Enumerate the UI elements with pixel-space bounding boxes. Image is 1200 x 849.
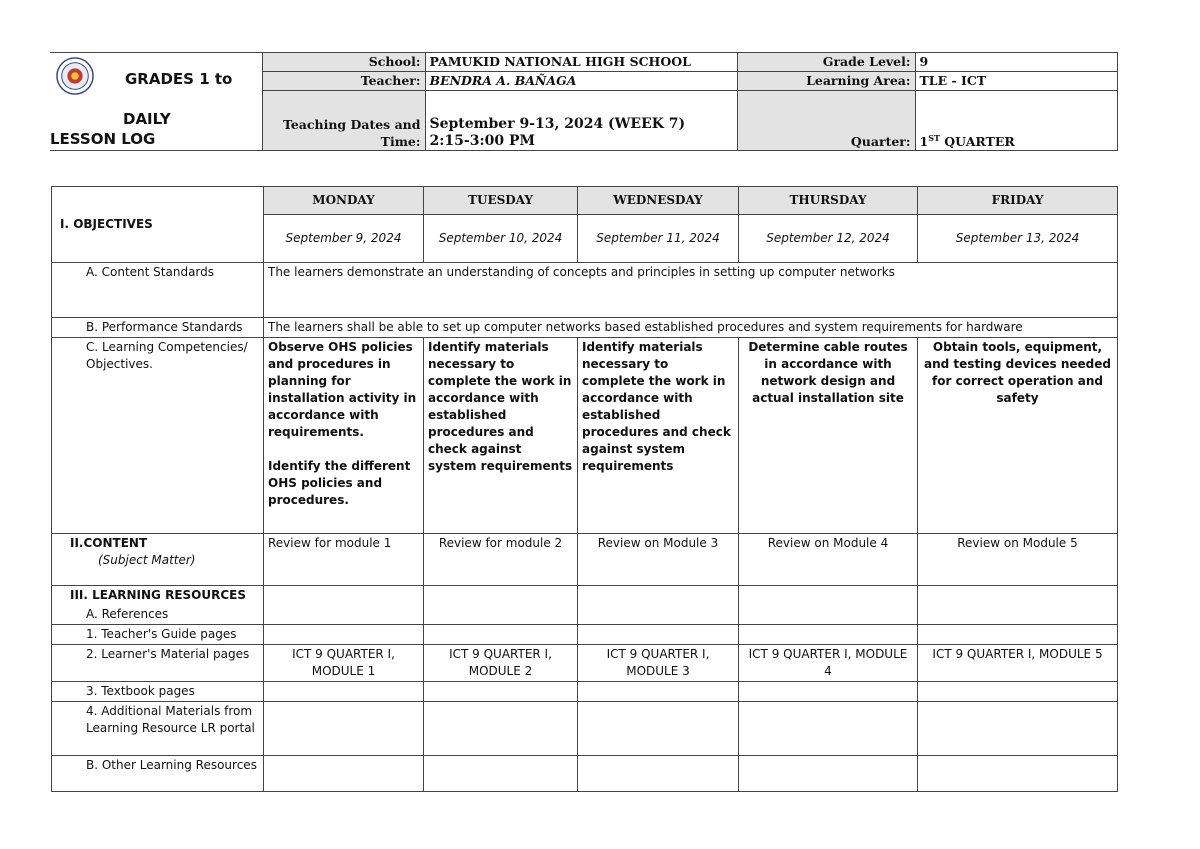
brand-daily: DAILY [123, 110, 171, 128]
date-thursday: September 12, 2024 [739, 215, 918, 263]
performance-standards-value: The learners shall be able to set up computer networks based established procedures and system requirements for hardware [264, 318, 1118, 338]
add-monday [264, 702, 424, 756]
resources-heading: III. LEARNING RESOURCES [52, 586, 264, 606]
grade-value: 9 [915, 53, 1117, 72]
dates-value-line1: September 9-13, 2024 (WEEK 7) [429, 116, 686, 132]
deped-seal-icon [56, 57, 94, 95]
teachers-guide-label: 1. Teacher's Guide pages [52, 625, 264, 645]
tg-wednesday [578, 625, 739, 645]
teacher-value: BENDRA A. BAÑAGA [425, 72, 737, 91]
resources-thursday [739, 586, 918, 625]
lm-friday: ICT 9 QUARTER I, MODULE 5 [918, 645, 1118, 682]
lm-wednesday: ICT 9 QUARTER I, MODULE 3 [578, 645, 739, 682]
references-label: A. References [52, 605, 264, 625]
content-heading: II.CONTENT [70, 536, 148, 550]
performance-standards-label: B. Performance Standards [52, 318, 264, 338]
competency-tuesday: Identify materials necessary to complete the work in accordance with established procedures and check against system requirements [424, 338, 578, 534]
content-standards-value: The learners demonstrate an understanding of concepts and principles in setting up computer networks [264, 263, 1118, 318]
tb-monday [264, 682, 424, 702]
tg-friday [918, 625, 1118, 645]
quarter-label: Quarter: [737, 91, 915, 151]
content-wednesday: Review on Module 3 [578, 534, 739, 586]
dates-label [262, 91, 425, 151]
other-monday [264, 756, 424, 792]
day-monday: MONDAY [264, 187, 424, 215]
day-friday: FRIDAY [918, 187, 1118, 215]
lm-monday: ICT 9 QUARTER I, MODULE 1 [264, 645, 424, 682]
lesson-plan-table [51, 186, 1118, 792]
grade-label: Grade Level: [737, 53, 915, 72]
competencies-label: C. Learning Competencies/ Objectives. [52, 338, 264, 534]
add-friday [918, 702, 1118, 756]
dates-label-line2: Time: [380, 134, 421, 149]
competency-friday: Obtain tools, equipment, and testing devices needed for correct operation and safety [918, 338, 1118, 534]
content-thursday: Review on Module 4 [739, 534, 918, 586]
learners-material-label: 2. Learner's Material pages [52, 645, 264, 682]
tg-monday [264, 625, 424, 645]
competency-monday [264, 338, 424, 534]
competency-wednesday: Identify materials necessary to complete the work in accordance with established procedures and check against system requirements [578, 338, 739, 534]
additional-materials-label: 4. Additional Materials from Learning Resource LR portal [52, 702, 264, 756]
quarter-number: 1 [919, 134, 929, 149]
school-label: School: [262, 53, 425, 72]
dates-value-line2: 2:15-3:00 PM [429, 133, 535, 149]
resources-wednesday [578, 586, 739, 625]
tb-thursday [739, 682, 918, 702]
brand-grades: GRADES 1 to [125, 70, 233, 88]
area-label: Learning Area: [737, 72, 915, 91]
competency-monday-2: Identify the different OHS policies and procedures. [268, 459, 411, 507]
textbook-label: 3. Textbook pages [52, 682, 264, 702]
day-tuesday: TUESDAY [424, 187, 578, 215]
school-brand [50, 53, 262, 151]
other-resources-label: B. Other Learning Resources [52, 756, 264, 792]
tb-friday [918, 682, 1118, 702]
teacher-label: Teacher: [262, 72, 425, 91]
tg-tuesday [424, 625, 578, 645]
lm-tuesday: ICT 9 QUARTER I, MODULE 2 [424, 645, 578, 682]
resources-friday [918, 586, 1118, 625]
objectives-heading: I. OBJECTIVES [52, 187, 264, 263]
other-tuesday [424, 756, 578, 792]
quarter-word: QUARTER [939, 134, 1015, 149]
competency-thursday: Determine cable routes in accordance with network design and actual installation site [739, 338, 918, 534]
other-wednesday [578, 756, 739, 792]
quarter-value [915, 91, 1117, 151]
content-standards-label: A. Content Standards [52, 263, 264, 318]
content-friday: Review on Module 5 [918, 534, 1118, 586]
add-thursday [739, 702, 918, 756]
header-info-table [50, 52, 1118, 151]
day-thursday: THURSDAY [739, 187, 918, 215]
other-thursday [739, 756, 918, 792]
content-label [52, 534, 264, 586]
add-wednesday [578, 702, 739, 756]
tg-thursday [739, 625, 918, 645]
resources-monday [264, 586, 424, 625]
dates-label-line1: Teaching Dates and [282, 117, 421, 132]
school-value: PAMUKID NATIONAL HIGH SCHOOL [425, 53, 737, 72]
tb-tuesday [424, 682, 578, 702]
area-value: TLE - ICT [915, 72, 1117, 91]
other-friday [918, 756, 1118, 792]
day-wednesday: WEDNESDAY [578, 187, 739, 215]
add-tuesday [424, 702, 578, 756]
resources-tuesday [424, 586, 578, 625]
brand-lesson-log: LESSON LOG [50, 130, 156, 148]
dates-value [425, 91, 737, 151]
content-subheading: (Subject Matter) [98, 553, 196, 567]
content-monday: Review for module 1 [264, 534, 424, 586]
date-wednesday: September 11, 2024 [578, 215, 739, 263]
competency-monday-1: Observe OHS policies and procedures in planning for installation activity in accordance with requirements. [268, 340, 417, 439]
date-monday: September 9, 2024 [264, 215, 424, 263]
date-tuesday: September 10, 2024 [424, 215, 578, 263]
tb-wednesday [578, 682, 739, 702]
quarter-suffix-sup: ST [928, 132, 940, 143]
date-friday: September 13, 2024 [918, 215, 1118, 263]
content-tuesday: Review for module 2 [424, 534, 578, 586]
lm-thursday: ICT 9 QUARTER I, MODULE 4 [739, 645, 918, 682]
